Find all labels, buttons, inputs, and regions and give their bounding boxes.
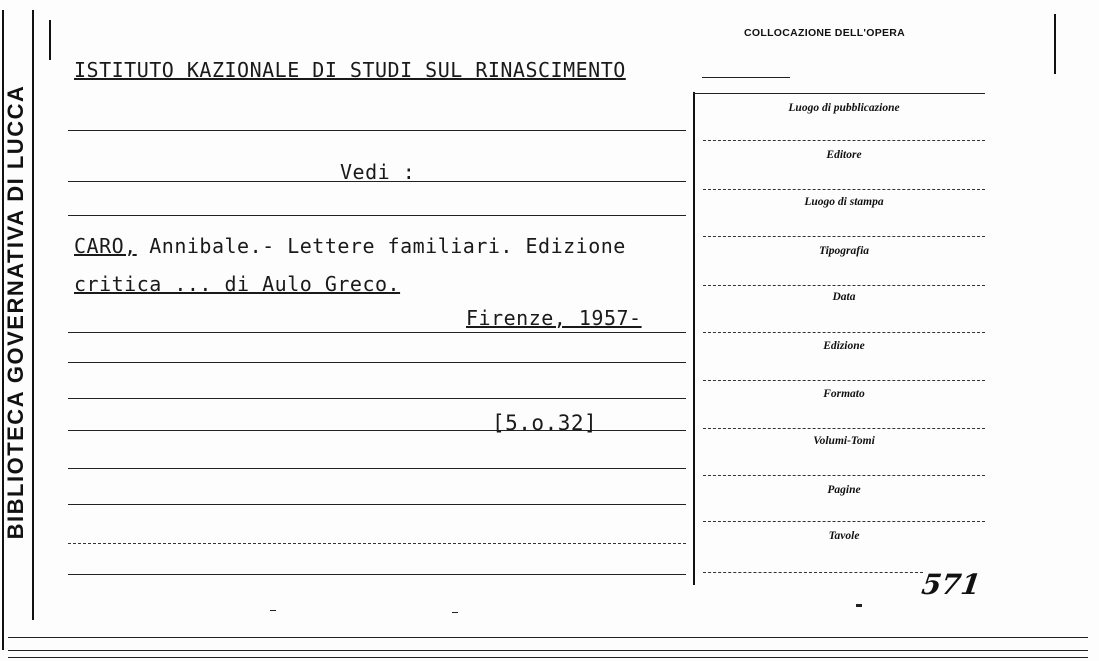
entry-line-2: critica ... di Aulo Greco. (74, 272, 401, 296)
ruled-line (68, 130, 686, 131)
entry-imprint: Firenze, 1957- (466, 306, 642, 330)
field-label-edizione: Edizione (823, 340, 865, 352)
field-label-formato: Formato (823, 388, 865, 400)
ruled-line (68, 543, 686, 544)
field-label-tipografia: Tipografia (818, 245, 870, 257)
shelfmark: [5.o.32] (492, 411, 598, 435)
handwritten-note: 571 (919, 568, 983, 601)
field-box-border (693, 92, 695, 585)
vedi-label: Vedi : (340, 160, 416, 184)
field-rule (703, 236, 985, 237)
card-bottom-edge (8, 637, 1088, 638)
card-bottom-edge-3 (8, 657, 1088, 658)
ruled-line (68, 504, 686, 505)
field-rule (703, 572, 923, 573)
entry-author: CARO, (74, 234, 137, 258)
bottom-dash (856, 604, 862, 607)
collocazione-header: COLLOCAZIONE DELL'OPERA (744, 27, 906, 39)
library-stamp-text: BIBLIOTECA GOVERNATIVA DI LUCCA (3, 84, 28, 540)
ruled-line (68, 362, 686, 363)
field-rule (703, 189, 985, 190)
field-label-volumi-tomi: Volumi-Tomi (813, 435, 875, 447)
field-box-top (693, 93, 985, 94)
institute-name: ISTITUTO KAZIONALE DI STUDI SUL RINASCIMENTO (74, 58, 626, 82)
bottom-dash (452, 612, 458, 613)
field-label-tavole: Tavole (828, 530, 860, 542)
left-margin-rule (49, 20, 51, 60)
ruled-line (68, 215, 686, 216)
stamp-border-right (32, 10, 34, 620)
right-edge-mark (1054, 14, 1056, 74)
field-rule (703, 380, 985, 381)
field-label-data: Data (832, 291, 856, 303)
field-rule (703, 521, 985, 522)
ruled-line (68, 468, 686, 469)
ruled-line (68, 398, 686, 399)
field-rule (703, 285, 985, 286)
bottom-dash (270, 610, 276, 611)
field-rule (703, 475, 985, 476)
field-label-luogo-stampa: Luogo di stampa (804, 196, 884, 208)
library-stamp-spine (3, 12, 29, 612)
ruled-line (68, 574, 686, 575)
field-rule (703, 428, 985, 429)
field-label-editore: Editore (826, 149, 862, 161)
field-rule (703, 140, 985, 141)
field-label-pagine: Pagine (827, 484, 861, 496)
field-label-luogo-pubblicazione: Luogo di pubblicazione (788, 102, 900, 114)
stamp-border-left (2, 10, 4, 650)
institute-rule-ext (702, 77, 790, 78)
entry-line-1 (74, 234, 626, 258)
card-bottom-edge-2 (8, 650, 1088, 651)
entry-title-start: Annibale.- Lettere familiari. Edizione (149, 234, 626, 258)
ruled-line (68, 332, 686, 333)
field-rule (703, 332, 985, 333)
